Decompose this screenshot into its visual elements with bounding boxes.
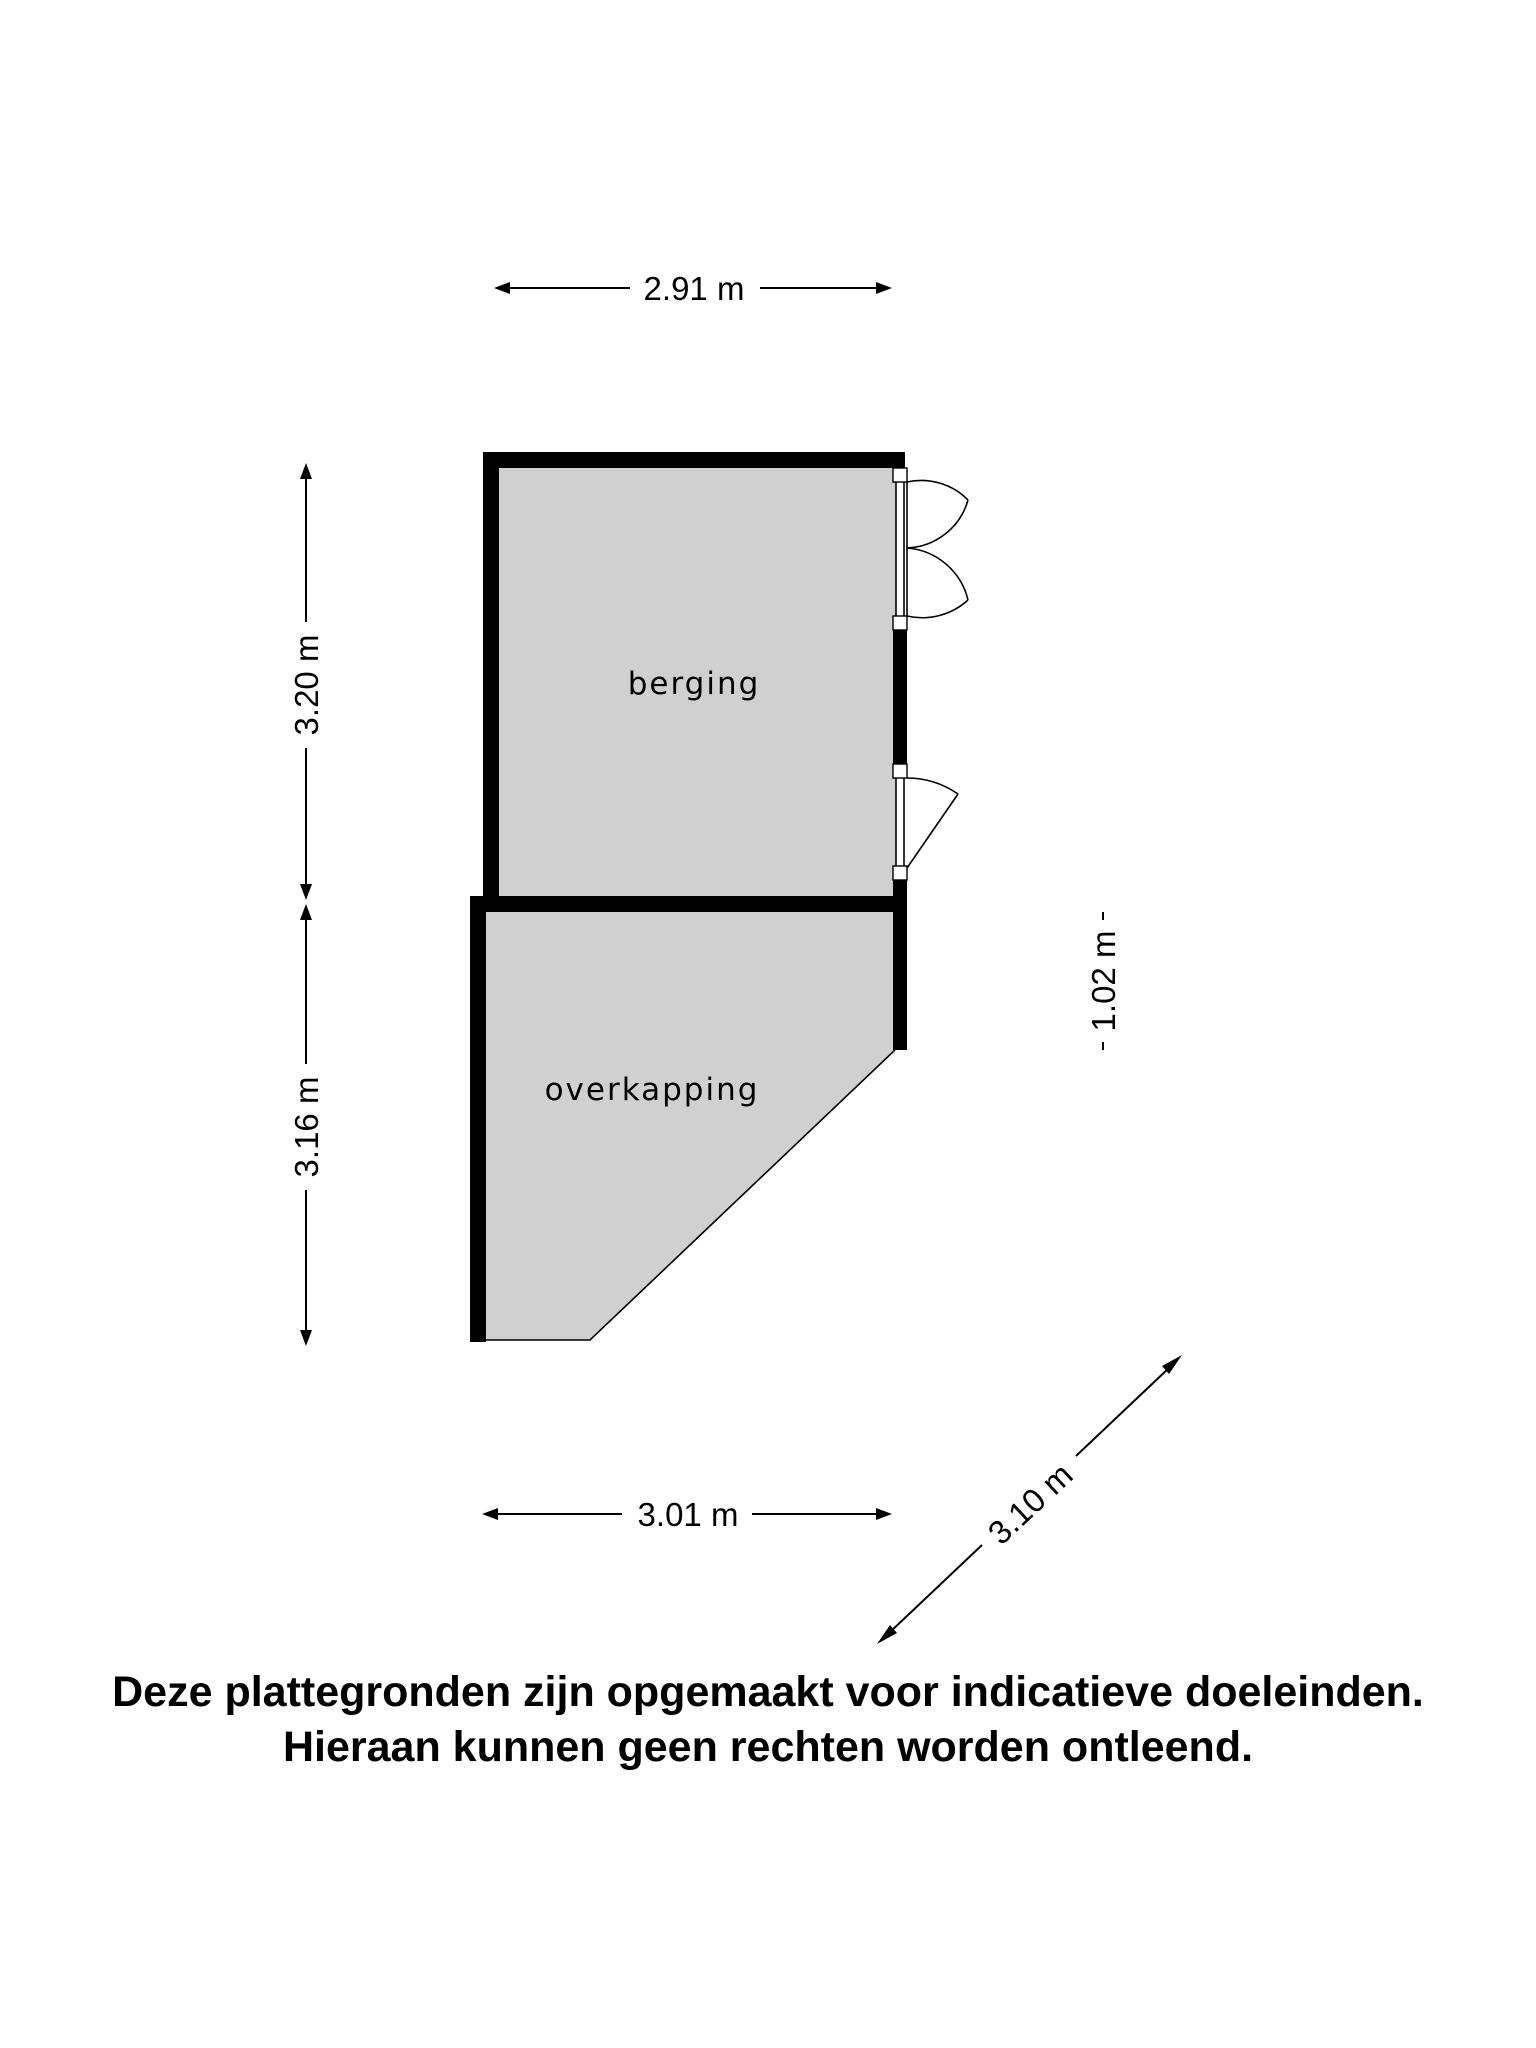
arrow-head	[300, 904, 312, 920]
dimension-label-diagonal: 3.10 m	[980, 1455, 1080, 1552]
door-swing-lower	[907, 548, 968, 600]
dividing-wall	[470, 896, 907, 912]
disclaimer-line-1: Deze plattegronden zijn opgemaakt voor indicatieve doeleinden.	[112, 1668, 1424, 1716]
arrow-head	[300, 1330, 312, 1346]
arrow-head	[876, 1508, 892, 1520]
door-swing-upper	[907, 480, 968, 500]
double-door	[893, 468, 968, 630]
door-swing-single	[907, 778, 958, 794]
dimension-label-bottom-width: 3.01 m	[637, 1496, 739, 1533]
berging-wall-left	[483, 452, 499, 908]
dimension-left-lower	[288, 904, 325, 1346]
double-door-frame-bottom	[893, 616, 907, 630]
arrow-head	[482, 1508, 498, 1520]
dimension-diagonal	[877, 1355, 1182, 1644]
double-door-frame-top	[893, 468, 907, 482]
arrow-head	[300, 884, 312, 900]
room-label-overkapping: overkapping	[544, 1072, 760, 1108]
dimension-left-upper	[288, 463, 325, 900]
door-leaf-single	[907, 794, 958, 868]
dimension-label-top-width: 2.91 m	[643, 270, 745, 307]
arrow-head	[300, 463, 312, 479]
overkapping-floor	[478, 910, 896, 1340]
single-door-frame-bottom	[893, 866, 907, 880]
arrow-head	[876, 282, 892, 294]
dimension-label-right-short: 1.02 m	[1085, 930, 1122, 1032]
overkapping-wall-left	[470, 896, 486, 1342]
dimension-right-short	[1085, 912, 1122, 1050]
berging-wall-right-segment	[893, 630, 907, 764]
berging-wall-right-stub	[893, 880, 907, 898]
dimension-label-left-lower: 3.16 m	[288, 1076, 325, 1178]
berging-wall-top	[483, 452, 905, 468]
dimension-bottom-width	[482, 1496, 892, 1533]
disclaimer-line-2: Hieraan kunnen geen rechten worden ontleend.	[282, 1723, 1254, 1771]
single-door	[893, 764, 958, 880]
dimension-top-width	[494, 270, 892, 307]
single-door-frame-top	[893, 764, 907, 778]
room-label-berging: berging	[627, 666, 761, 702]
overkapping-wall-right	[893, 896, 907, 1050]
dimension-label-left-upper: 3.20 m	[288, 634, 325, 736]
arrow-head	[494, 282, 510, 294]
